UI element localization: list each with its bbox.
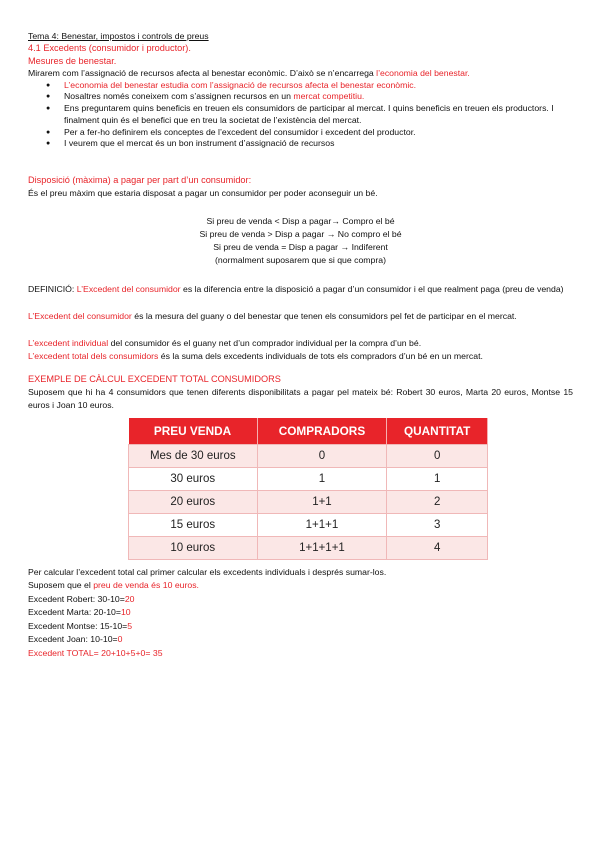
total-paragraph: L’excedent total dels consumidors és la suma dels excedents individuals de tots els compradors d’un bé en un mercat. (28, 351, 483, 362)
list-item: ● Nosaltres només coneixem com s’assignen recursos en un mercat competitiu. (54, 91, 573, 103)
intro-text: Mirarem com l’assignació de recursos afecta al benestar econòmic. D’això se n’encarrega (28, 68, 377, 78)
document-page (28, 30, 573, 660)
exemple-heading: EXEMPLE DE CÀLCUL EXCEDENT TOTAL CONSUMIDORS (28, 374, 281, 385)
table-row: 15 euros 1+1+1 3 (129, 513, 488, 536)
table-row: Mes de 30 euros 0 0 (129, 444, 488, 467)
list-item: ● Per a fer-ho definirem els conceptes de l’excedent del consumidor i excedent del productor. (54, 127, 573, 139)
exemple-text: Suposem que hi ha 4 consumidors que tenen diferents disponibilitats a pagar pel mateix bé: Robert 30 euros, Marta 20 euros, Montse 15 euros i Joan 10 euros. (28, 386, 573, 410)
rule-line: Si preu de venda < Disp a pagar→ Compro el bé (206, 216, 395, 227)
table-header-row (129, 418, 488, 445)
header-quantitat: QUANTITAT (387, 418, 488, 445)
table-row: 20 euros 1+1 2 (129, 490, 488, 513)
list-item: ● L’economia del benestar estudia com l’assignació de recursos afecta el benestar econòmic. (54, 80, 573, 92)
calcul-intro: Per calcular l’excedent total cal primer calcular els excedents individuals i després sumar-los. (28, 566, 387, 577)
disposicio-heading: Disposició (màxima) a pagar per part d’un consumidor: (28, 175, 252, 186)
header-preu-venda: PREU VENDA (129, 418, 258, 445)
price-table (128, 418, 488, 560)
table-row: 10 euros 1+1+1+1 4 (129, 536, 488, 559)
rule-line: Si preu de venda > Disp a pagar → No compro el bé (199, 229, 402, 240)
section-heading: 4.1 Excedents (consumidor i productor). (28, 43, 191, 53)
calcul-line: Excedent Montse: 15-10=5 (28, 620, 133, 631)
definicio-paragraph: DEFINICIÓ: L’Excedent del consumidor es la diferencia entre la disposició a pagar d’un consumidor i el que realment paga (preu de venda) (28, 284, 564, 295)
list-item: ● Ens preguntarem quins beneficis en treuen els consumidors de participar al mercat. I quins beneficis en treuen els productors. I finalment quin és el benefici que en treu la societat de l’existència del mercat. (54, 103, 573, 127)
calcul-total: Excedent TOTAL= 20+10+5+0= 35 (28, 647, 163, 658)
calcul-line: Excedent Robert: 30-10=20 (28, 593, 135, 604)
intro-paragraph (28, 67, 573, 80)
mesura-paragraph: L’Excedent del consumidor és la mesura del guany o del benestar que tenen els consumidors pel fet de participar en el mercat. (28, 311, 517, 322)
bullet-list (28, 80, 573, 151)
rule-line: (normalment suposarem que si que compra) (215, 255, 386, 266)
page-title: Tema 4: Benestar, impostos i controls de preus (28, 31, 209, 41)
disposicio-text: És el preu màxim que estaria disposat a pagar un consumidor per poder aconseguir un bé. (28, 187, 378, 198)
individual-paragraph: L’excedent individual del consumidor és el guany net d’un comprador individual per la compra d’un bé. (28, 338, 422, 349)
header-compradors: COMPRADORS (257, 418, 387, 445)
calcul-suposem: Suposem que el preu de venda és 10 euros. (28, 580, 199, 591)
list-item: ● I veurem que el mercat és un bon instrument d’assignació de recursos (54, 138, 573, 150)
subsection-heading: Mesures de benestar. (28, 55, 117, 66)
table-row: 30 euros 1 1 (129, 467, 488, 490)
intro-highlight: l’economia del benestar. (376, 68, 470, 78)
rule-line: Si preu de venda = Disp a pagar → Indiferent (213, 242, 388, 253)
calcul-line: Excedent Joan: 10-10=0 (28, 634, 123, 645)
calcul-line: Excedent Marta: 20-10=10 (28, 607, 131, 618)
